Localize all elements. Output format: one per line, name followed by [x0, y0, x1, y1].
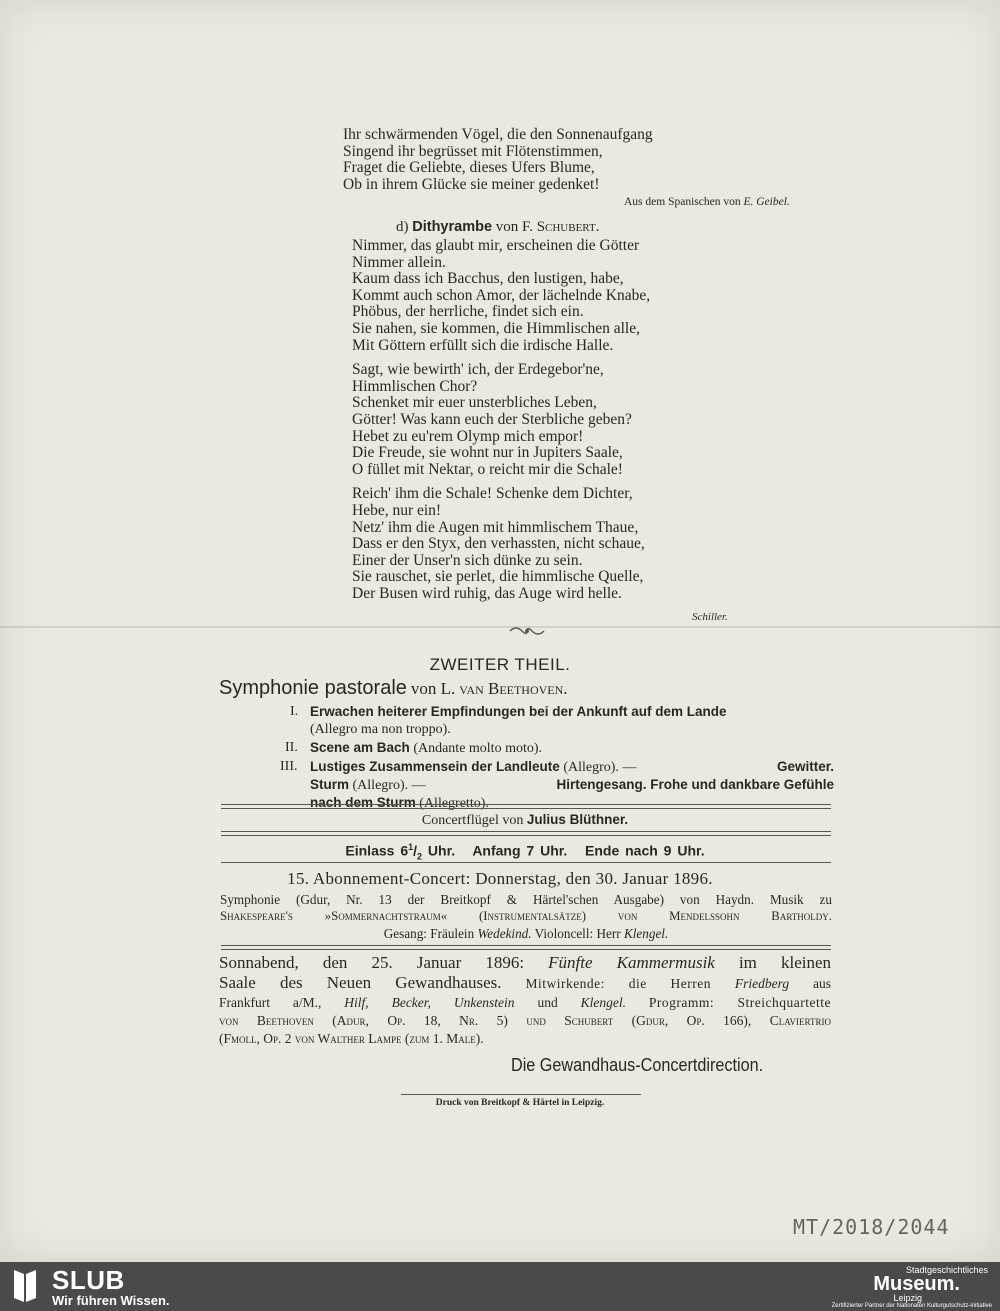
work-composer: van Beethoven. [459, 679, 568, 698]
stanza-1 [352, 238, 650, 354]
movement-2 [284, 739, 834, 757]
movement-title: Hirtengesang. Frohe und dankbare Gefühle [556, 777, 834, 792]
work-von: von L. [410, 679, 456, 698]
poem-source [624, 196, 790, 208]
chamber-text: aus [813, 976, 832, 991]
divider [221, 862, 831, 863]
poem-line: Schenket mir euer unsterbliches Leben, [352, 394, 597, 412]
poem-line: Kaum dass ich Bacchus, den lustigen, habe, [352, 270, 624, 288]
poem-line: Dass er den Styx, den verhassten, nicht schaue, [352, 535, 645, 553]
movement-number: II. [285, 740, 298, 755]
poem-line: Götter! Was kann euch der Sterbliche geben? [352, 410, 632, 428]
movement-title: Sturm [310, 777, 350, 792]
next-concert-heading: 15. Abonnement-Concert: Donnerstag, den 30. Januar 1896. [287, 869, 713, 888]
piano-maker: Julius Blüthner. [526, 812, 629, 827]
work-heading [219, 677, 568, 700]
poem-line: Sie rauschet, sie perlet, die himmlische Quelle, [352, 568, 644, 586]
piano-prefix: Concertflügel von [421, 813, 524, 828]
chamber-line [219, 953, 831, 973]
shelfmark: MT/2018/2044 [793, 1215, 950, 1239]
chamber-performer: Friedberg [734, 976, 790, 991]
poem-line: Ihr schwärmenden Vögel, die den Sonnenaufgang [343, 126, 653, 143]
soloist-label: Violoncell: Herr [534, 926, 621, 941]
divider [221, 831, 831, 836]
song-title: Dithyrambe [412, 219, 493, 235]
slub-logo-icon [10, 1268, 40, 1304]
program-line: Symphonie (Gdur, Nr. 13 der Breitkopf & Härtel'schen Ausgabe) von Haydn. Musik zu [220, 892, 832, 907]
piano-note [0, 812, 1000, 829]
song-number: d) [396, 219, 409, 235]
movement-title: Erwachen heiterer Empfindungen bei der Ankunft auf dem Lande [310, 704, 727, 719]
anfang-time: Anfang 7 Uhr. [472, 842, 568, 859]
movement-3-line-1 [310, 758, 834, 776]
soloist-name: Klengel. [623, 926, 669, 941]
divider [221, 804, 831, 809]
museum-certification: Zertifizierter Partner der Nationalen Kulturgutschutz-initiative [831, 1303, 992, 1309]
poem-line: Singend ihr begrüsset mit Flötenstimmen, [343, 142, 603, 160]
movement-tempo: (Allegro ma non troppo). [310, 722, 451, 737]
footer-bar [0, 1262, 1000, 1311]
chamber-title: Fünfte Kammermusik [548, 953, 715, 972]
stanza-2 [352, 362, 650, 478]
poem-line: Phöbus, der herrliche, findet sich ein. [352, 303, 584, 321]
poem-line: O füllet mit Nektar, o reicht mir die Schale! [352, 460, 623, 478]
museum-label: Stadtgeschichtliches [905, 1265, 988, 1275]
poem-line: Sagt, wie bewirth' ich, der Erdegebor'ne, [352, 361, 604, 379]
movement-3-line-3 [310, 794, 834, 812]
chamber-venue: Saale des Neuen Gewandhauses. [219, 973, 502, 992]
signature: Die Gewandhaus-Concertdirection. [511, 1055, 764, 1075]
poem-line: Mit Göttern erfüllt sich die irdische Halle. [352, 336, 614, 354]
soloist-name: Wedekind. [477, 926, 532, 941]
movement-tempo: (Allegro). — [352, 778, 426, 793]
chamber-line [219, 994, 831, 1012]
chamber-performer: Klengel. [580, 995, 626, 1010]
poem-line: Fraget die Geliebte, dieses Ufers Blume, [343, 159, 595, 177]
next-concert-program [220, 891, 832, 942]
program-line [220, 925, 832, 942]
einlass-fraction-top: 1 [408, 842, 414, 852]
song-von: von F. [495, 219, 533, 235]
chamber-date: Sonnabend, den 25. Januar 1896: [219, 953, 525, 972]
movement-number: III. [280, 759, 298, 774]
poem-line: Netz' ihm die Augen mit himmlischem Thaue, [352, 518, 639, 536]
movement-title: Gewitter. [776, 759, 834, 774]
divider [401, 1094, 641, 1095]
paper-fold [0, 626, 1000, 628]
einlass-fraction-bottom: 2 [417, 851, 423, 862]
song-composer: Schubert. [536, 219, 600, 235]
einlass-unit: Uhr. [427, 842, 456, 859]
poem-dithyrambe [352, 238, 650, 602]
movement-list [280, 703, 834, 812]
printer-credit: Druck von Breitkopf & Härtel in Leipzig. [435, 1098, 605, 1108]
divider [221, 945, 831, 950]
part-heading: ZWEITER THEIL. [429, 655, 571, 674]
poem-line: Einer der Unser'n sich dünke zu sein. [352, 551, 583, 569]
chamber-line: (Fmoll, Op. 2 von Walther Lampe (zum 1. Male). [219, 1031, 484, 1046]
chamber-performers-label: Mitwirkende: die Herren [525, 976, 711, 991]
source-author: E. Geibel. [743, 196, 790, 208]
movement-title: nach dem Sturm [310, 795, 416, 810]
museum-name: Museum. [873, 1273, 960, 1295]
soloist-label: Gesang: Fräulein [383, 926, 475, 941]
library-tagline: Wir führen Wissen. [52, 1293, 170, 1308]
poem-line: Hebet zu eu'rem Olymp mich empor! [352, 427, 584, 445]
poem-line: Himmlischen Chor? [352, 377, 478, 395]
stanza-3 [352, 486, 650, 602]
movement-1 [284, 703, 834, 738]
chamber-text: Frankfurt a/M., [219, 995, 322, 1010]
chamber-text: und [537, 995, 558, 1010]
source-prefix: Aus dem Spanischen von [624, 196, 741, 208]
chamber-program: Programm: Streichquartette [648, 995, 832, 1010]
library-name: SLUB [52, 1265, 125, 1295]
poem-line: Nimmer, das glaubt mir, erscheinen die Götter [352, 237, 640, 254]
movement-tempo: (Allegretto). [419, 796, 489, 811]
movement-tempo: (Andante molto moto). [413, 741, 543, 756]
chamber-line: von Beethoven (Adur, Op. 18, Nr. 5) und Schubert (Gdur, Op. 166), Claviertrio [219, 1013, 831, 1028]
chamber-line [219, 973, 831, 994]
ornament-icon [508, 624, 546, 643]
movement-number: I. [290, 704, 299, 719]
poem-line: Nimmer allein. [352, 253, 446, 271]
poem-spanish [343, 127, 653, 193]
einlass-time: Einlass 6 [345, 842, 409, 859]
chamber-music-notice [219, 953, 831, 1048]
ende-time: Ende nach 9 Uhr. [585, 842, 705, 859]
song-heading [396, 219, 599, 236]
movement-title: Scene am Bach [310, 740, 410, 755]
museum-city: Leipzig [893, 1293, 922, 1303]
concert-times: Einlass $6^1/_2$ Uhr. Anfang 7 Uhr. Ende nach 9 Uhr. [345, 842, 705, 862]
program-line: Shakespeare's »Sommernachtstraum« (Instrumentalsätze) von Mendelssohn Bartholdy. [220, 909, 832, 923]
poem-line: Kommt auch schon Amor, der lächelnde Knabe, [352, 286, 651, 304]
poem-line: Reich' ihm die Schale! Schenke dem Dichter, [352, 485, 633, 503]
poem-line: Die Freude, sie wohnt nur in Jupiters Saale, [352, 444, 623, 462]
poem-line: Sie nahen, sie kommen, die Himmlischen alle, [352, 319, 640, 337]
poem-line: Der Busen wird ruhig, das Auge wird helle. [352, 584, 622, 602]
poem-line: Ob in ihrem Glücke sie meiner gedenket! [343, 175, 600, 193]
movement-3-line-2 [310, 776, 834, 794]
movement-tempo: (Allegro). — [563, 760, 637, 775]
poem-line: Hebe, nur ein! [352, 501, 442, 519]
chamber-performer: Hilf, Becker, Unkenstein [344, 995, 515, 1010]
chamber-venue: im kleinen [738, 953, 832, 972]
movement-title: Lustiges Zusammensein der Landleute [310, 759, 560, 774]
poem-author: Schiller. [692, 611, 728, 623]
work-title: Symphonie pastorale [219, 677, 407, 699]
